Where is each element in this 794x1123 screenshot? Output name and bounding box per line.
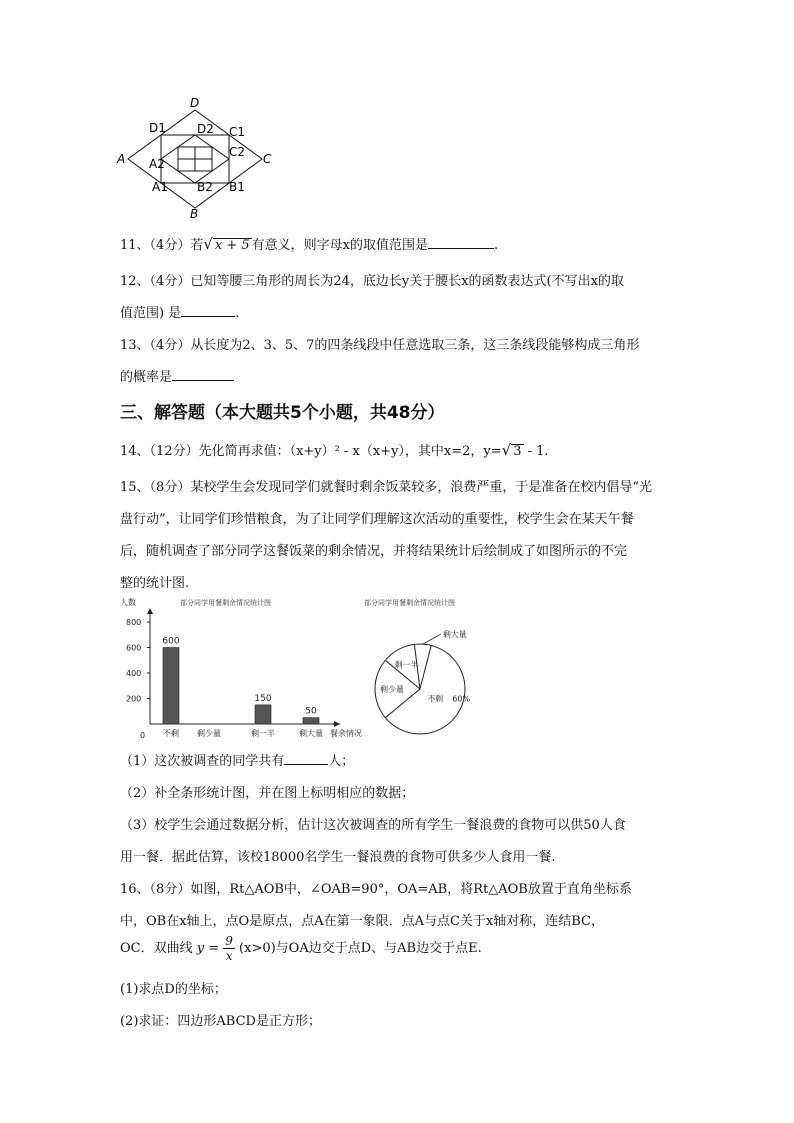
bar	[303, 718, 319, 724]
pie-slice-label: 不剩	[427, 694, 444, 704]
q11-end: .	[494, 238, 499, 253]
pie-slice-label: 剩大量	[442, 630, 467, 640]
question-15-line1: 15、（8分）某校学生会发现同学们就餐时剩余饭菜较多，浪费严重，于是准备在校内倡导“光	[120, 480, 652, 495]
q16-fraction-numerator: 9	[225, 934, 233, 948]
bar	[255, 705, 271, 724]
q13-answer-blank[interactable]	[172, 368, 234, 381]
question-15-sub3-line2: 用一餐．据此估算，该校18000名学生一餐浪费的食物可供多少人食用一餐.	[120, 850, 556, 865]
pie-slice-label: 剩一半	[394, 660, 419, 670]
q14-prefix: 14、（12分）先化简再求值：（x+y）² - x（x+y），其中x=2，y=	[120, 444, 502, 459]
q16-line3-suffix: (x>0)与OA边交于点D、与AB边交于点E.	[239, 941, 482, 956]
pie-leader-line	[423, 634, 441, 644]
q12-line2-prefix: 值范围) 是	[120, 306, 182, 321]
bar-chart	[118, 594, 368, 744]
bar	[163, 648, 179, 725]
nested-rhombus-figure	[115, 96, 285, 220]
question-14	[120, 440, 549, 459]
question-16-sub2: (2)求证：四边形ABCD是正方形；	[120, 1014, 321, 1029]
label-B2: B2	[197, 180, 213, 194]
pie-chart	[352, 594, 502, 744]
question-13-line1: 13、（4分）从长度为2、3、5、7的四条线段中任意选取三条，这三条线段能够构成三角形	[120, 338, 640, 353]
question-12-line1: 12、（4分）已知等腰三角形的周长为24，底边长y关于腰长x的函数表达式(不写出x的取	[120, 274, 624, 289]
q16-fraction-denominator: x	[225, 949, 233, 963]
pie-slice-value: 60%	[452, 694, 471, 704]
question-16-sub1: (1)求点D的坐标；	[120, 982, 227, 997]
y-tick-label: 600	[126, 643, 142, 653]
label-C1: C1	[229, 125, 246, 139]
q16-fraction	[223, 934, 235, 963]
q16-y-eq: y =	[196, 941, 220, 956]
y-tick-label: 200	[126, 694, 142, 704]
q15-sub1-answer-blank[interactable]	[284, 752, 328, 765]
q11-radicand: x + 5	[214, 238, 250, 253]
label-D2: D2	[197, 122, 214, 136]
bar-value-label: 600	[162, 636, 180, 647]
question-16-line1: 16、（8分）如图，Rt△AOB中，∠OAB=90°，OA=AB，将Rt△AOB放置于直角坐标系	[120, 882, 632, 897]
label-C: C	[263, 152, 272, 166]
x-axis-arrow	[334, 721, 340, 727]
label-B1: B1	[229, 180, 245, 194]
x-tick-label: 剩少量	[197, 729, 221, 738]
sqrt-sign: √	[501, 441, 512, 459]
bar-value-label: 50	[305, 706, 317, 717]
q11-answer-blank[interactable]	[428, 236, 494, 249]
x-tick-label: 剩大量	[299, 729, 323, 738]
label-A1: A1	[152, 180, 168, 194]
question-15-line3: 后，随机调查了部分同学这餐饭菜的剩余情况，并将结果统计后绘制成了如图所示的不完	[120, 544, 628, 559]
bar-value-label: 150	[254, 693, 272, 704]
question-15-line2: 盘行动”，让同学们珍惜粮食，为了让同学们理解这次活动的重要性，校学生会在某天午餐	[120, 512, 634, 527]
q11-suffix: 有意义，则字母x的取值范围是	[251, 238, 428, 253]
y-tick-label: 800	[126, 618, 142, 627]
label-A2: A2	[149, 157, 165, 171]
q13-line2-prefix: 的概率是	[120, 370, 173, 385]
section-3-title: 三、解答题（本大题共5个小题，共48分）	[120, 403, 445, 423]
q14-suffix: - 1.	[523, 444, 549, 459]
question-15-sub3-line1: （3）校学生会通过数据分析，估计这次被调查的所有学生一餐浪费的食物可以供50人食	[120, 818, 626, 833]
question-16-line2: 中，OB在x轴上，点O是原点，点A在第一象限．点A与点C关于x轴对称，连结BC，	[120, 914, 604, 929]
label-D1: D1	[149, 121, 166, 135]
y-tick-label: 400	[126, 669, 142, 678]
pie-slice-edge	[420, 645, 431, 689]
pie-slice-label: 剩少量	[380, 685, 404, 694]
y-tick-label: 0	[140, 731, 146, 740]
q15-sub1-prefix: （1）这次被调查的同学共有	[120, 754, 285, 769]
q12-end: .	[235, 306, 240, 321]
question-16-line3	[120, 934, 482, 963]
question-13-line2	[120, 366, 234, 385]
label-A: A	[117, 152, 126, 166]
q11-prefix: 11、（4分）若	[120, 238, 204, 253]
q15-sub1-suffix: 人；	[328, 754, 355, 769]
pie-chart-title: 部分同学用餐剩余情况统计图	[364, 599, 455, 607]
question-11	[120, 234, 498, 253]
bar-chart-xlabel: 餐余情况	[330, 729, 362, 738]
label-C2: C2	[229, 145, 246, 159]
bar-chart-ylabel: 人数	[120, 598, 136, 607]
x-tick-label: 剩一半	[251, 729, 275, 738]
sqrt-sign: √	[203, 235, 213, 253]
question-15-sub1	[120, 750, 354, 769]
question-15-line4: 整的统计图.	[120, 576, 190, 591]
x-tick-label: 不剩	[163, 729, 179, 738]
question-15-sub2: （2）补全条形统计图，并在图上标明相应的数据；	[120, 786, 415, 801]
y-axis-arrow	[147, 608, 153, 614]
q16-line3-prefix: OC．双曲线	[120, 941, 193, 956]
q14-radicand: 3	[513, 444, 522, 459]
question-12-line2	[120, 302, 239, 321]
label-D: D	[190, 96, 200, 110]
label-B: B	[190, 207, 199, 220]
q12-answer-blank[interactable]	[181, 304, 235, 317]
bar-chart-title: 部分同学用餐剩余情况统计图	[180, 599, 271, 607]
